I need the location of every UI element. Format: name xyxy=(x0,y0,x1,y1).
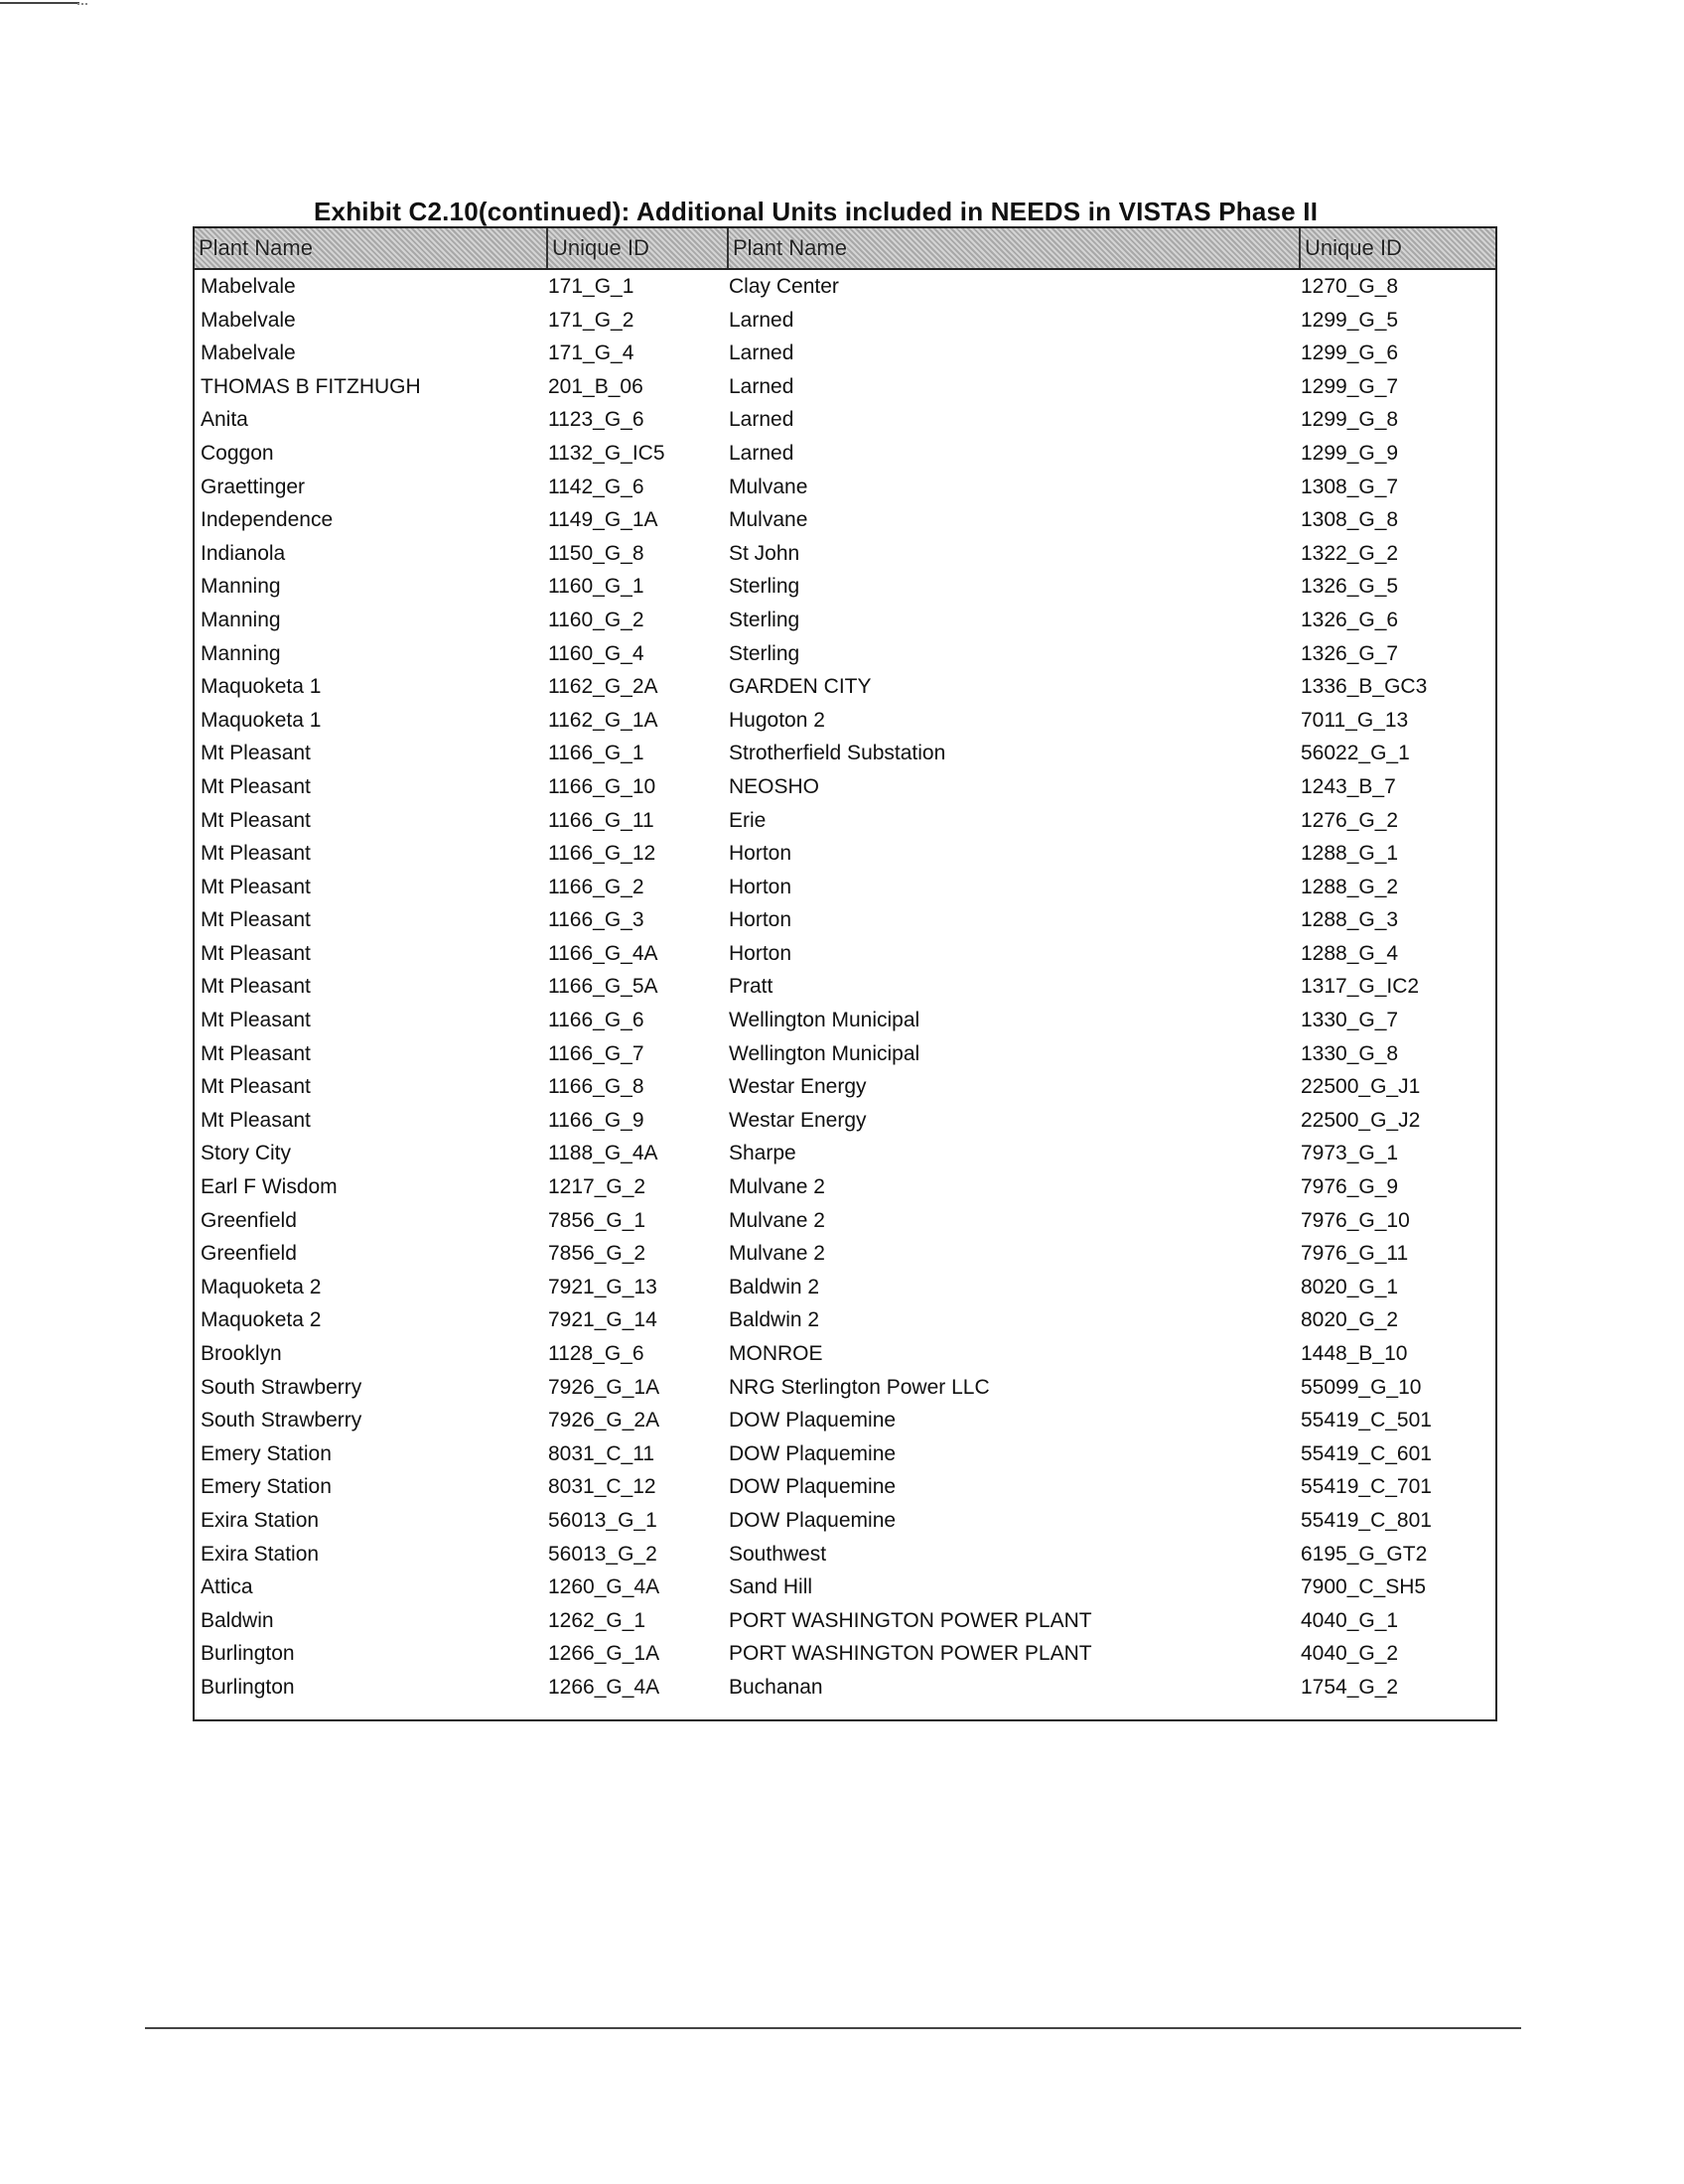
plant-name-cell: Manning xyxy=(201,641,281,665)
table-row xyxy=(195,337,1495,370)
unique-id-cell: 55099_G_10 xyxy=(1301,1375,1422,1399)
plant-name-cell: Mt Pleasant xyxy=(201,1108,311,1132)
unique-id-cell: 1128_G_6 xyxy=(548,1342,644,1365)
table-row xyxy=(195,670,1495,704)
unique-id-cell: 7921_G_13 xyxy=(548,1275,657,1298)
table-row xyxy=(195,937,1495,971)
unique-id-cell: 1166_G_10 xyxy=(548,774,656,798)
unique-id-cell: 7926_G_2A xyxy=(548,1409,660,1433)
header-unique-id-1: Unique ID xyxy=(546,228,727,268)
unique-id-cell: 7973_G_1 xyxy=(1301,1142,1399,1165)
table-row xyxy=(195,837,1495,871)
unique-id-cell: 4040_G_2 xyxy=(1301,1642,1399,1666)
unique-id-cell: 1266_G_1A xyxy=(548,1642,660,1666)
plant-name-cell: Pratt xyxy=(729,975,773,999)
table-row xyxy=(195,570,1495,604)
unique-id-cell: 1162_G_1A xyxy=(548,708,658,732)
plant-name-cell: Earl F Wisdom xyxy=(201,1175,338,1199)
unique-id-cell: 1162_G_2A xyxy=(548,675,658,699)
table-row xyxy=(195,1504,1495,1538)
plant-name-cell: DOW Plaquemine xyxy=(729,1409,897,1433)
plant-name-cell: Horton xyxy=(729,875,792,898)
plant-name-cell: Mt Pleasant xyxy=(201,1075,311,1099)
table-row xyxy=(195,270,1495,304)
plant-name-cell: Baldwin 2 xyxy=(729,1308,820,1332)
plant-name-cell: GARDEN CITY xyxy=(729,675,872,699)
unique-id-cell: 1308_G_8 xyxy=(1301,508,1399,532)
plant-name-cell: Indianola xyxy=(201,541,286,565)
unique-id-cell: 1150_G_8 xyxy=(548,541,644,565)
unique-id-cell: 7856_G_2 xyxy=(548,1242,646,1266)
unique-id-cell: 1448_B_10 xyxy=(1301,1342,1408,1365)
table-row xyxy=(195,637,1495,671)
plant-name-cell: Independence xyxy=(201,508,334,532)
unique-id-cell: 1276_G_2 xyxy=(1301,808,1399,832)
table-row xyxy=(195,1470,1495,1504)
plant-name-cell: Maquoketa 2 xyxy=(201,1275,322,1298)
table-row xyxy=(195,1204,1495,1238)
plant-name-cell: Erie xyxy=(729,808,767,832)
table-row xyxy=(195,1604,1495,1638)
unique-id-cell: 1288_G_4 xyxy=(1301,941,1399,965)
plant-name-cell: Larned xyxy=(729,308,794,332)
unique-id-cell: 1166_G_9 xyxy=(548,1108,644,1132)
unique-id-cell: 8020_G_1 xyxy=(1301,1275,1399,1298)
unique-id-cell: 1132_G_IC5 xyxy=(548,441,665,465)
unique-id-cell: 1166_G_5A xyxy=(548,975,658,999)
unique-id-cell: 1299_G_5 xyxy=(1301,308,1399,332)
header-unique-id-2: Unique ID xyxy=(1299,228,1495,268)
unique-id-cell: 171_G_1 xyxy=(548,275,634,298)
unique-id-cell: 1166_G_7 xyxy=(548,1041,644,1065)
unique-id-cell: 1243_B_7 xyxy=(1301,774,1396,798)
table-row xyxy=(195,1437,1495,1471)
table-row xyxy=(195,437,1495,471)
unique-id-cell: 1166_G_4A xyxy=(548,941,658,965)
plant-name-cell: NEOSHO xyxy=(729,774,820,798)
table-row xyxy=(195,704,1495,738)
unique-id-cell: 1754_G_2 xyxy=(1301,1675,1399,1699)
plant-name-cell: Hugoton 2 xyxy=(729,708,825,732)
plant-name-cell: Mt Pleasant xyxy=(201,808,311,832)
plant-name-cell: Sand Hill xyxy=(729,1575,813,1599)
plant-name-cell: Mabelvale xyxy=(201,341,296,365)
table-row xyxy=(195,903,1495,937)
plant-name-cell: Horton xyxy=(729,908,792,932)
unique-id-cell: 171_G_2 xyxy=(548,308,634,332)
plant-name-cell: Larned xyxy=(729,374,794,398)
header-plant-name-1: Plant Name xyxy=(199,235,313,260)
plant-name-cell: Horton xyxy=(729,941,792,965)
plant-name-cell: Exira Station xyxy=(201,1542,320,1566)
table-row xyxy=(195,1538,1495,1571)
unique-id-cell: 1326_G_6 xyxy=(1301,608,1399,631)
plant-name-cell: Sterling xyxy=(729,641,800,665)
corner-mark-dots xyxy=(77,3,87,5)
table-header xyxy=(195,228,1495,270)
unique-id-cell: 8031_C_12 xyxy=(548,1475,656,1499)
plant-name-cell: Strotherfield Substation xyxy=(729,742,946,765)
plant-name-cell: Westar Energy xyxy=(729,1075,867,1099)
unique-id-cell: 1299_G_9 xyxy=(1301,441,1399,465)
plant-name-cell: Mt Pleasant xyxy=(201,1041,311,1065)
plant-name-cell: South Strawberry xyxy=(201,1375,362,1399)
table-row xyxy=(195,1371,1495,1405)
table-row xyxy=(195,770,1495,804)
plant-name-cell: Mt Pleasant xyxy=(201,774,311,798)
unique-id-cell: 7900_C_SH5 xyxy=(1301,1575,1427,1599)
plant-name-cell: Mulvane xyxy=(729,475,808,498)
plant-name-cell: Wellington Municipal xyxy=(729,1009,920,1032)
table-row xyxy=(195,1137,1495,1170)
unique-id-cell: 1149_G_1A xyxy=(548,508,658,532)
plant-name-cell: Manning xyxy=(201,575,281,599)
unique-id-cell: 1166_G_8 xyxy=(548,1075,644,1099)
plant-name-cell: DOW Plaquemine xyxy=(729,1508,897,1532)
unique-id-cell: 1326_G_5 xyxy=(1301,575,1399,599)
table-row xyxy=(195,1671,1495,1705)
plant-name-cell: Maquoketa 1 xyxy=(201,675,322,699)
unique-id-cell: 22500_G_J2 xyxy=(1301,1108,1421,1132)
unique-id-cell: 1270_G_8 xyxy=(1301,275,1399,298)
unique-id-cell: 56013_G_1 xyxy=(548,1508,657,1532)
plant-name-cell: Story City xyxy=(201,1142,292,1165)
unique-id-cell: 7976_G_9 xyxy=(1301,1175,1399,1199)
unique-id-cell: 1308_G_7 xyxy=(1301,475,1399,498)
table-row xyxy=(195,537,1495,571)
unique-id-cell: 56013_G_2 xyxy=(548,1542,657,1566)
unique-id-cell: 1336_B_GC3 xyxy=(1301,675,1428,699)
table-row xyxy=(195,1037,1495,1071)
plant-name-cell: Burlington xyxy=(201,1675,295,1699)
unique-id-cell: 1166_G_1 xyxy=(548,742,644,765)
plant-name-cell: Burlington xyxy=(201,1642,295,1666)
unique-id-cell: 1188_G_4A xyxy=(548,1142,658,1165)
unique-id-cell: 1330_G_8 xyxy=(1301,1041,1399,1065)
table-row xyxy=(195,970,1495,1004)
plant-name-cell: Sterling xyxy=(729,608,800,631)
plant-name-cell: PORT WASHINGTON POWER PLANT xyxy=(729,1608,1092,1632)
plant-name-cell: Exira Station xyxy=(201,1508,320,1532)
table-row xyxy=(195,737,1495,770)
table-row xyxy=(195,1271,1495,1304)
table-row xyxy=(195,1570,1495,1604)
plant-name-cell: Mt Pleasant xyxy=(201,941,311,965)
plant-name-cell: PORT WASHINGTON POWER PLANT xyxy=(729,1642,1092,1666)
plant-name-cell: Mt Pleasant xyxy=(201,742,311,765)
unique-id-cell: 55419_C_701 xyxy=(1301,1475,1432,1499)
plant-name-cell: Mt Pleasant xyxy=(201,842,311,866)
unique-id-cell: 7926_G_1A xyxy=(548,1375,660,1399)
unique-id-cell: 56022_G_1 xyxy=(1301,742,1410,765)
plant-name-cell: Coggon xyxy=(201,441,274,465)
plant-name-cell: Sharpe xyxy=(729,1142,796,1165)
table-row xyxy=(195,304,1495,338)
plant-name-cell: DOW Plaquemine xyxy=(729,1475,897,1499)
unique-id-cell: 1262_G_1 xyxy=(548,1608,646,1632)
plant-name-cell: Horton xyxy=(729,842,792,866)
plant-name-cell: Mulvane xyxy=(729,508,808,532)
table-row xyxy=(195,1170,1495,1204)
unique-id-cell: 1260_G_4A xyxy=(548,1575,660,1599)
table-row xyxy=(195,370,1495,404)
plant-name-cell: Buchanan xyxy=(729,1675,823,1699)
plant-name-cell: St John xyxy=(729,541,800,565)
plant-name-cell: Clay Center xyxy=(729,275,839,298)
plant-name-cell: South Strawberry xyxy=(201,1409,362,1433)
unique-id-cell: 171_G_4 xyxy=(548,341,634,365)
unique-id-cell: 8020_G_2 xyxy=(1301,1308,1399,1332)
unique-id-cell: 1166_G_6 xyxy=(548,1009,644,1032)
unique-id-cell: 1160_G_1 xyxy=(548,575,644,599)
unique-id-cell: 7976_G_11 xyxy=(1301,1242,1409,1266)
unique-id-cell: 22500_G_J1 xyxy=(1301,1075,1421,1099)
unique-id-cell: 55419_C_801 xyxy=(1301,1508,1432,1532)
unique-id-cell: 1217_G_2 xyxy=(548,1175,646,1199)
unique-id-cell: 1299_G_6 xyxy=(1301,341,1399,365)
table-row xyxy=(195,1070,1495,1104)
plant-name-cell: Wellington Municipal xyxy=(729,1041,920,1065)
unique-id-cell: 6195_G_GT2 xyxy=(1301,1542,1428,1566)
plant-name-cell: Mabelvale xyxy=(201,308,296,332)
unique-id-cell: 1142_G_6 xyxy=(548,475,644,498)
table-row xyxy=(195,471,1495,504)
plant-name-cell: Greenfield xyxy=(201,1208,297,1232)
unique-id-cell: 1288_G_3 xyxy=(1301,908,1399,932)
table-row xyxy=(195,871,1495,904)
unique-id-cell: 1288_G_1 xyxy=(1301,842,1399,866)
unique-id-cell: 1123_G_6 xyxy=(548,408,644,432)
unique-id-cell: 1330_G_7 xyxy=(1301,1009,1399,1032)
unique-id-cell: 4040_G_1 xyxy=(1301,1608,1399,1632)
table-row xyxy=(195,1303,1495,1337)
unique-id-cell: 1266_G_4A xyxy=(548,1675,660,1699)
unique-id-cell: 1160_G_2 xyxy=(548,608,644,631)
plant-name-cell: Mulvane 2 xyxy=(729,1242,825,1266)
table-row xyxy=(195,1104,1495,1138)
unique-id-cell: 7011_G_13 xyxy=(1301,708,1409,732)
plant-name-cell: Greenfield xyxy=(201,1242,297,1266)
table-row xyxy=(195,403,1495,437)
plant-name-cell: Graettinger xyxy=(201,475,306,498)
plant-name-cell: Larned xyxy=(729,441,794,465)
table-row xyxy=(195,1637,1495,1671)
page-title: Exhibit C2.10(continued): Additional Units included in NEEDS in VISTAS Phase II xyxy=(314,197,1319,226)
unique-id-cell: 1326_G_7 xyxy=(1301,641,1399,665)
plant-name-cell: Maquoketa 1 xyxy=(201,708,322,732)
footer-rule xyxy=(145,2027,1521,2029)
header-plant-name-2: Plant Name xyxy=(727,228,1299,268)
plant-name-cell: Emery Station xyxy=(201,1441,332,1465)
unique-id-cell: 1288_G_2 xyxy=(1301,875,1399,898)
table-row xyxy=(195,1404,1495,1437)
plant-name-cell: Mt Pleasant xyxy=(201,908,311,932)
plant-name-cell: NRG Sterlington Power LLC xyxy=(729,1375,990,1399)
table-row xyxy=(195,1337,1495,1371)
plant-name-cell: Mulvane 2 xyxy=(729,1208,825,1232)
corner-mark xyxy=(0,2,79,4)
table-row xyxy=(195,503,1495,537)
table-body xyxy=(195,270,1495,1705)
table-row xyxy=(195,1237,1495,1271)
plant-name-cell: Larned xyxy=(729,408,794,432)
unique-id-cell: 1160_G_4 xyxy=(548,641,644,665)
unique-id-cell: 7921_G_14 xyxy=(548,1308,657,1332)
unique-id-cell: 8031_C_11 xyxy=(548,1441,655,1465)
plant-name-cell: Manning xyxy=(201,608,281,631)
plant-name-cell: Brooklyn xyxy=(201,1342,282,1365)
plant-name-cell: Baldwin 2 xyxy=(729,1275,820,1298)
unique-id-cell: 7856_G_1 xyxy=(548,1208,646,1232)
table-row xyxy=(195,604,1495,637)
units-table xyxy=(193,226,1497,1721)
plant-name-cell: Mt Pleasant xyxy=(201,875,311,898)
unique-id-cell: 55419_C_601 xyxy=(1301,1441,1432,1465)
plant-name-cell: Mt Pleasant xyxy=(201,1009,311,1032)
plant-name-cell: Mt Pleasant xyxy=(201,975,311,999)
plant-name-cell: DOW Plaquemine xyxy=(729,1441,897,1465)
unique-id-cell: 201_B_06 xyxy=(548,374,643,398)
plant-name-cell: Mabelvale xyxy=(201,275,296,298)
plant-name-cell: Sterling xyxy=(729,575,800,599)
plant-name-cell: Larned xyxy=(729,341,794,365)
unique-id-cell: 1322_G_2 xyxy=(1301,541,1399,565)
plant-name-cell: Anita xyxy=(201,408,248,432)
unique-id-cell: 55419_C_501 xyxy=(1301,1409,1432,1433)
plant-name-cell: Maquoketa 2 xyxy=(201,1308,322,1332)
table-row xyxy=(195,804,1495,838)
unique-id-cell: 7976_G_10 xyxy=(1301,1208,1410,1232)
unique-id-cell: 1317_G_IC2 xyxy=(1301,975,1420,999)
plant-name-cell: MONROE xyxy=(729,1342,823,1365)
plant-name-cell: Southwest xyxy=(729,1542,827,1566)
plant-name-cell: Attica xyxy=(201,1575,253,1599)
unique-id-cell: 1299_G_8 xyxy=(1301,408,1399,432)
plant-name-cell: THOMAS B FITZHUGH xyxy=(201,374,421,398)
plant-name-cell: Westar Energy xyxy=(729,1108,867,1132)
plant-name-cell: Mulvane 2 xyxy=(729,1175,825,1199)
plant-name-cell: Emery Station xyxy=(201,1475,332,1499)
unique-id-cell: 1166_G_12 xyxy=(548,842,656,866)
unique-id-cell: 1299_G_7 xyxy=(1301,374,1399,398)
unique-id-cell: 1166_G_11 xyxy=(548,808,654,832)
table-row xyxy=(195,1004,1495,1037)
unique-id-cell: 1166_G_3 xyxy=(548,908,644,932)
plant-name-cell: Baldwin xyxy=(201,1608,274,1632)
unique-id-cell: 1166_G_2 xyxy=(548,875,644,898)
